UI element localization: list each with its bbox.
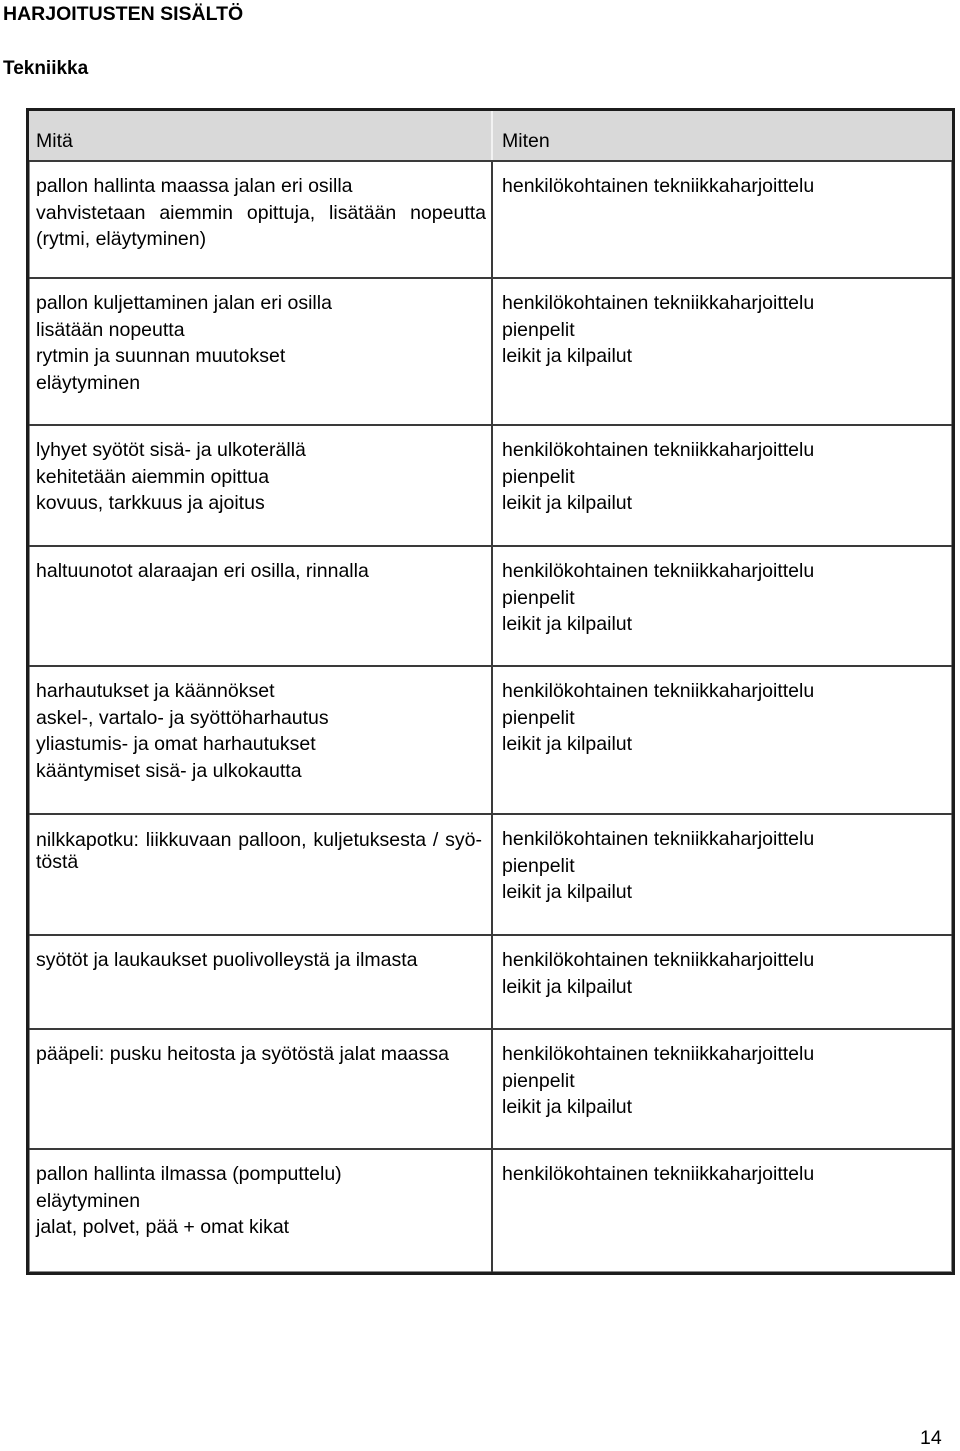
table-row	[29, 934, 952, 1028]
miten-line: leikit ja kilpailut	[502, 1096, 633, 1118]
table-header-row	[29, 111, 952, 160]
mita-line: töstä	[36, 851, 79, 873]
mita-line: jalat, polvet, pää + omat kikat	[36, 1216, 290, 1238]
mita-line: pallon hallinta ilmassa (pomputtelu)	[36, 1163, 342, 1185]
header-mita	[29, 111, 493, 160]
mita-line: yliastumis- ja omat harhautukset	[36, 733, 316, 755]
table-row	[29, 1148, 952, 1272]
mita-cell	[29, 547, 493, 665]
header-mita-label: Mitä	[36, 130, 73, 152]
mita-cell	[29, 1030, 493, 1148]
miten-cell	[493, 426, 952, 545]
table-row	[29, 424, 952, 545]
table-row	[29, 1028, 952, 1148]
mita-line: harhautukset ja käännökset	[36, 680, 275, 702]
mita-line: kääntymiset sisä- ja ulkokautta	[36, 759, 302, 782]
mita-cell	[29, 815, 493, 934]
miten-cell	[493, 815, 952, 934]
mita-line: pallon hallinta maassa jalan eri osilla	[36, 175, 353, 197]
mita-line: pallon kuljettaminen jalan eri osilla	[36, 292, 332, 314]
miten-line: pienpelit	[502, 1069, 575, 1092]
mita-line: vahvistetaan aiemmin opittuja, lisätään nopeutta	[36, 201, 486, 224]
mita-cell	[29, 162, 493, 277]
miten-line: leikit ja kilpailut	[502, 613, 633, 635]
miten-line: leikit ja kilpailut	[502, 492, 633, 514]
miten-line: henkilökohtainen tekniikkaharjoittelu	[502, 292, 815, 314]
section-title: Tekniikka	[3, 58, 89, 79]
miten-cell	[493, 279, 952, 424]
table-row	[29, 665, 952, 813]
mita-line: kovuus, tarkkuus ja ajoitus	[36, 492, 265, 514]
mita-cell	[29, 426, 493, 545]
miten-line: leikit ja kilpailut	[502, 881, 633, 903]
page-number: 14	[920, 1427, 942, 1449]
header-miten	[493, 111, 952, 160]
table-row	[29, 545, 952, 665]
miten-line: henkilökohtainen tekniikkaharjoittelu	[502, 680, 815, 702]
miten-line: henkilökohtainen tekniikkaharjoittelu	[502, 175, 815, 197]
table-row	[29, 813, 952, 934]
mita-line: lyhyet syötöt sisä- ja ulkoterällä	[36, 439, 306, 461]
mita-line: kehitetään aiemmin opittua	[36, 465, 270, 488]
table-row	[29, 160, 952, 277]
miten-line: leikit ja kilpailut	[502, 975, 633, 998]
mita-line: eläytyminen	[36, 371, 141, 394]
miten-line: pienpelit	[502, 586, 575, 609]
page-title: HARJOITUSTEN SISÄLTÖ	[3, 3, 244, 25]
miten-line: henkilökohtainen tekniikkaharjoittelu	[502, 560, 815, 582]
miten-line: henkilökohtainen tekniikkaharjoittelu	[502, 1043, 815, 1065]
mita-line: pääpeli: pusku heitosta ja syötöstä jalat maassa	[36, 1043, 449, 1065]
miten-cell	[493, 547, 952, 665]
miten-cell	[493, 936, 952, 1028]
miten-cell	[493, 1030, 952, 1148]
table-row	[29, 277, 952, 424]
miten-line: henkilökohtainen tekniikkaharjoittelu	[502, 949, 815, 971]
miten-cell	[493, 1150, 952, 1272]
miten-line: pienpelit	[502, 706, 575, 729]
mita-line: lisätään nopeutta	[36, 318, 185, 341]
miten-line: henkilökohtainen tekniikkaharjoittelu	[502, 828, 815, 850]
mita-cell	[29, 279, 493, 424]
miten-line: leikit ja kilpailut	[502, 733, 633, 755]
miten-line: henkilökohtainen tekniikkaharjoittelu	[502, 1163, 815, 1185]
miten-line: henkilökohtainen tekniikkaharjoittelu	[502, 439, 815, 461]
mita-line: syötöt ja laukaukset puolivolleystä ja ilmasta	[36, 949, 418, 971]
miten-line: pienpelit	[502, 465, 575, 488]
header-miten-label: Miten	[502, 130, 550, 152]
miten-line: pienpelit	[502, 854, 575, 877]
mita-line: askel-, vartalo- ja syöttöharhautus	[36, 706, 329, 729]
mita-line: eläytyminen	[36, 1189, 141, 1212]
mita-line: haltuunotot alaraajan eri osilla, rinnalla	[36, 560, 369, 582]
miten-cell	[493, 667, 952, 813]
mita-cell	[29, 667, 493, 813]
mita-line: (rytmi, eläytyminen)	[36, 228, 207, 250]
miten-line: pienpelit	[502, 318, 575, 341]
mita-cell	[29, 936, 493, 1028]
miten-line: leikit ja kilpailut	[502, 345, 633, 367]
miten-cell	[493, 162, 952, 277]
mita-cell	[29, 1150, 493, 1272]
training-content-table	[26, 108, 955, 1275]
mita-line: nilkkapotku: liikkuvaan palloon, kuljetuksesta / syö-	[36, 829, 482, 851]
mita-line: rytmin ja suunnan muutokset	[36, 345, 286, 367]
